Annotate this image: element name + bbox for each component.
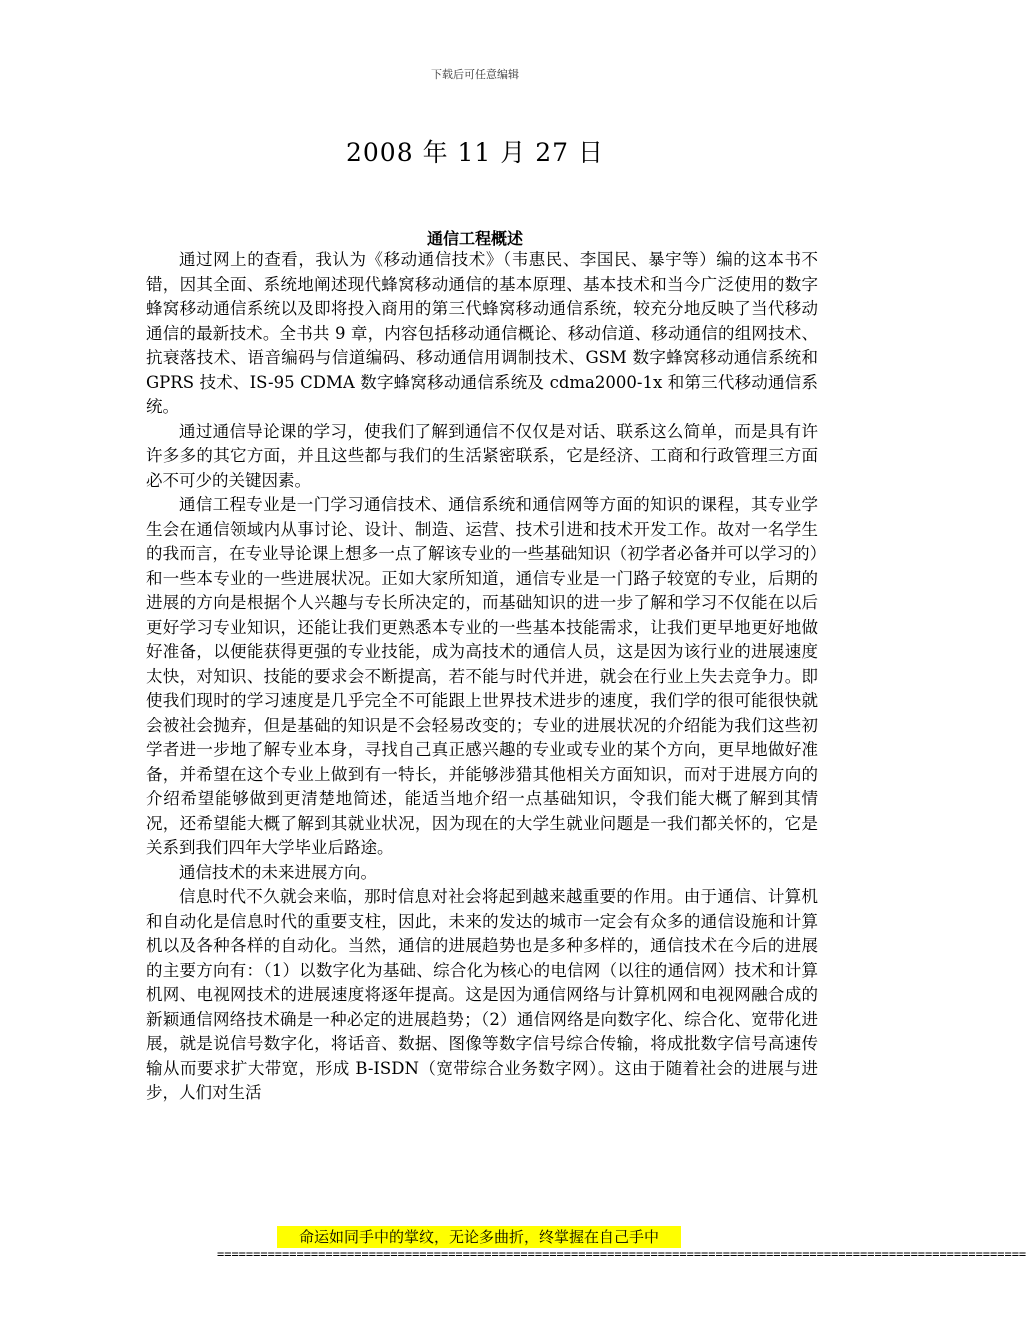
footer-slogan: 命运如同手中的掌纹，无论多曲折，终掌握在自己手中 [277,1226,681,1248]
paragraph-future-trends: 信息时代不久就会来临，那时信息对社会将起到越来越重要的作用。由于通信、计算机和自动化是信息时代的重要支柱，因此，未来的发达的城市一定会有众多的通信设施和计算机以及各种各样的自动化。当然，通信的进展趋势也是多种多样的，通信技术在今后的进展的主要方向有：（1）以数字化为基础、综合化为核心的电信网（以往的通信网）技术和计算机网、电视网技术的进展速度将逐年提高。这是因为通信网络与计算机网和电视网融合成的新颖通信网络技术确是一种必定的进展趋势；（2）通信网络是向数字化、综合化、宽带化进展，就是说信号数字化，将话音、数据、图像等数字信号综合传输，将成批数字信号高速传输从而要求扩大带宽，形成 B-ISDN（宽带综合业务数字网）。这由于随着社会的进展与进步，人们对生活 [146,887,818,1102]
document-date: 2008 年 11 月 27 日 [346,138,604,167]
document-title: 通信工程概述 [426,229,523,248]
paragraph-textbook-intro: 通过网上的查看，我认为《移动通信技术》（韦惠民、李国民、暴宇等）编的这本书不错，因其全面、系统地阐述现代蜂窝移动通信的基本原理、基本技术和当今广泛使用的数字蜂窝移动通信系统以及即将投入商用的第三代蜂窝移动通信系统，较充分地反映了当代移动通信的最新技术。全书共 9 章，内容包括移动通信概论、移动信道、移动通信的组网技术、抗衰落技术、语音编码与信道编码、移动通信用调制技术、GSM 数字蜂窝移动通信系统和 GPRS 技术、IS-95 CDMA 数字蜂窝移动通信系统及 cdma2000-1x 和第三代移动通信系统。 [146,250,818,416]
paragraph-future-heading: 通信技术的未来进展方向。 [179,862,377,882]
document-body [146,248,818,1106]
paragraph-major-overview: 通信工程专业是一门学习通信技术、通信系统和通信网等方面的知识的课程，其专业学生会在通信领域内从事讨论、设计、制造、运营、技术引进和技术开发工作。故对一名学生的我而言，在专业导论课上想多一点了解该专业的一些基础知识（初学者必备并可以学习的）和一些本专业的一些进展状况。正如大家所知道，通信专业是一门路子较宽的专业，后期的进展的方向是根据个人兴趣与专长所决定的，而基础知识的进一步了解和学习不仅能在以后更好学习专业知识，还能让我们更熟悉本专业的一些基本技能需求，让我们更早地更好地做好准备，以便能获得更强的专业技能，成为高技术的通信人员，这是因为该行业的进展速度太快，对知识、技能的要求会不断提高，若不能与时代并进，就会在行业上失去竞争力。即使我们现时的学习速度是几乎完全不可能跟上世界技术进步的速度，我们学的很可能很快就会被社会抛弃，但是基础的知识是不会轻易改变的；专业的进展状况的介绍能为我们这些初学者进一步地了解专业本身，寻找自己真正感兴趣的专业或专业的某个方向，更早地做好准备，并希望在这个专业上做到有一特长，并能够涉猎其他相关方面知识，而对于进展方向的介绍希望能够做到更清楚地简述，能适当地介绍一点基础知识，令我们能大概了解到其情况，还希望能大概了解到其就业状况，因为现在的大学生就业问题是一我们都关怀的，它是关系到我们四年大学毕业后路途。 [146,495,818,857]
header-note: 下载后可任意编辑 [431,68,519,81]
paragraph-intro-course: 通过通信导论课的学习，使我们了解到通信不仅仅是对话、联系这么简单，而是具有许许多多的其它方面，并且这些都与我们的生活紧密联系，它是经济、工商和行政管理三方面必不可少的关键因素。 [146,421,818,490]
footer-divider: ================================================================================================================ [217,1247,1026,1261]
